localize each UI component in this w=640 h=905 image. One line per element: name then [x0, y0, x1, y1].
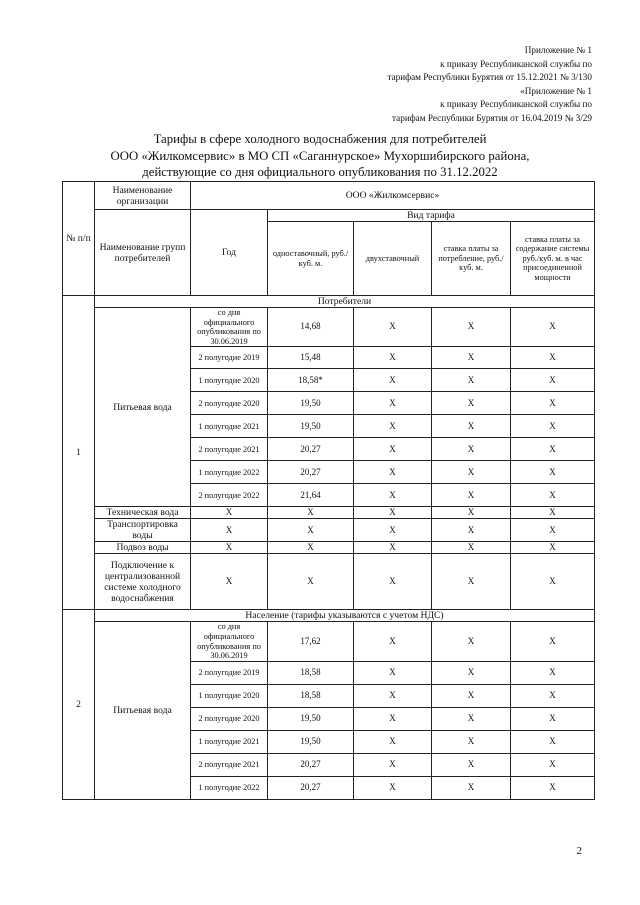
two-part-rate-cell: Х: [354, 369, 432, 392]
service-value-cell: Х: [432, 507, 511, 519]
service-value-cell: Х: [191, 542, 268, 554]
single-rate-cell: 14,68: [268, 308, 354, 347]
single-rate-cell: 19,50: [268, 707, 354, 730]
title-line: Тарифы в сфере холодного водоснабжения для потребителей: [153, 132, 487, 146]
tariff-col-header: двухставочный: [354, 222, 432, 296]
header-line: к приказу Республиканской службы по: [440, 58, 592, 69]
section-title: Потребители: [95, 296, 595, 308]
service-value-cell: Х: [511, 507, 595, 519]
service-value-cell: Х: [268, 519, 354, 542]
section-number: 2: [63, 610, 95, 799]
consumption-rate-cell: Х: [432, 707, 511, 730]
header-line: «Приложение № 1: [520, 85, 592, 96]
service-value-cell: Х: [511, 542, 595, 554]
two-part-rate-cell: Х: [354, 438, 432, 461]
period-cell: 2 полугодие 2022: [191, 484, 268, 507]
single-rate-cell: 17,62: [268, 622, 354, 661]
maintenance-rate-cell: Х: [511, 753, 595, 776]
period-cell: 2 полугодие 2019: [191, 347, 268, 369]
two-part-rate-cell: Х: [354, 776, 432, 799]
drinking-water-label: Питьевая вода: [95, 308, 191, 507]
maintenance-rate-cell: Х: [511, 730, 595, 753]
single-rate-cell: 19,50: [268, 415, 354, 438]
single-rate-cell: 21,64: [268, 484, 354, 507]
service-value-cell: Х: [268, 507, 354, 519]
single-rate-cell: 18,58: [268, 684, 354, 707]
section-title: Население (тарифы указываются с учетом НДС): [95, 610, 595, 622]
org-name-cell: ООО «Жилкомсервис»: [191, 182, 595, 210]
document-title: [0, 131, 640, 181]
two-part-rate-cell: Х: [354, 753, 432, 776]
period-cell: 1 полугодие 2020: [191, 369, 268, 392]
period-cell: 1 полугодие 2021: [191, 730, 268, 753]
section-number: 1: [63, 296, 95, 610]
service-value-cell: Х: [268, 554, 354, 610]
two-part-rate-cell: Х: [354, 661, 432, 684]
year-label-cell: Год: [191, 210, 268, 296]
consumption-rate-cell: Х: [432, 661, 511, 684]
consumption-rate-cell: Х: [432, 484, 511, 507]
two-part-rate-cell: Х: [354, 392, 432, 415]
maintenance-rate-cell: Х: [511, 308, 595, 347]
two-part-rate-cell: Х: [354, 415, 432, 438]
tariff-table: [62, 181, 595, 800]
consumption-rate-cell: Х: [432, 461, 511, 484]
maintenance-rate-cell: Х: [511, 415, 595, 438]
title-line: ООО «Жилкомсервис» в МО СП «Саганнурское» Мухоршибирского района,: [110, 148, 530, 163]
consumption-rate-cell: Х: [432, 730, 511, 753]
period-cell: со дня официального опубликования по 30.06.2019: [191, 622, 268, 661]
tariff-col-header: одноставочный, руб./ куб. м.: [268, 222, 354, 296]
consumption-rate-cell: Х: [432, 438, 511, 461]
header-line: Приложение № 1: [524, 45, 592, 55]
appendix-header: [387, 44, 592, 125]
single-rate-cell: 20,27: [268, 753, 354, 776]
title-line: действующие со дня официального опубликования по 31.12.2022: [142, 165, 498, 179]
drinking-water-label: Питьевая вода: [95, 622, 191, 799]
period-cell: 2 полугодие 2020: [191, 392, 268, 415]
service-value-cell: Х: [191, 519, 268, 542]
period-cell: со дня официального опубликования по 30.06.2019: [191, 308, 268, 347]
service-name-cell: Подключение к централизованной системе холодного водоснабжения: [95, 554, 191, 610]
single-rate-cell: 19,50: [268, 730, 354, 753]
period-cell: 1 полугодие 2020: [191, 684, 268, 707]
header-line: тарифам Республики Бурятия от 15.12.2021 № 3/130: [387, 72, 592, 82]
maintenance-rate-cell: Х: [511, 461, 595, 484]
two-part-rate-cell: Х: [354, 347, 432, 369]
tariff-col-header: ставка платы за содержание системы руб./куб. м. в час присоединенной мощности: [511, 222, 595, 296]
two-part-rate-cell: Х: [354, 484, 432, 507]
maintenance-rate-cell: Х: [511, 392, 595, 415]
two-part-rate-cell: Х: [354, 622, 432, 661]
single-rate-cell: 18,58*: [268, 369, 354, 392]
single-rate-cell: 15,48: [268, 347, 354, 369]
service-value-cell: Х: [432, 554, 511, 610]
single-rate-cell: 20,27: [268, 461, 354, 484]
consumption-rate-cell: Х: [432, 684, 511, 707]
consumption-rate-cell: Х: [432, 392, 511, 415]
maintenance-rate-cell: Х: [511, 369, 595, 392]
tariff-col-header: ставка платы за потребление, руб./ куб. м.: [432, 222, 511, 296]
single-rate-cell: 19,50: [268, 392, 354, 415]
page-number: 2: [576, 845, 582, 857]
service-value-cell: Х: [432, 519, 511, 542]
period-cell: 1 полугодие 2022: [191, 776, 268, 799]
maintenance-rate-cell: Х: [511, 776, 595, 799]
period-cell: 1 полугодие 2021: [191, 415, 268, 438]
two-part-rate-cell: Х: [354, 707, 432, 730]
service-name-cell: Транспортировка воды: [95, 519, 191, 542]
service-value-cell: Х: [268, 542, 354, 554]
maintenance-rate-cell: Х: [511, 684, 595, 707]
two-part-rate-cell: Х: [354, 730, 432, 753]
two-part-rate-cell: Х: [354, 308, 432, 347]
two-part-rate-cell: Х: [354, 461, 432, 484]
service-value-cell: Х: [191, 507, 268, 519]
period-cell: 2 полугодие 2020: [191, 707, 268, 730]
consumption-rate-cell: Х: [432, 369, 511, 392]
maintenance-rate-cell: Х: [511, 707, 595, 730]
period-cell: 2 полугодие 2021: [191, 438, 268, 461]
service-name-cell: Подвоз воды: [95, 542, 191, 554]
header-line: тарифам Республики Бурятия от 16.04.2019 № 3/29: [392, 112, 592, 123]
maintenance-rate-cell: Х: [511, 661, 595, 684]
service-name-cell: Техническая вода: [95, 507, 191, 519]
consumption-rate-cell: Х: [432, 308, 511, 347]
service-value-cell: Х: [354, 507, 432, 519]
period-cell: 1 полугодие 2022: [191, 461, 268, 484]
single-rate-cell: 20,27: [268, 438, 354, 461]
service-value-cell: Х: [511, 554, 595, 610]
maintenance-rate-cell: Х: [511, 484, 595, 507]
maintenance-rate-cell: Х: [511, 622, 595, 661]
service-value-cell: Х: [511, 519, 595, 542]
consumption-rate-cell: Х: [432, 776, 511, 799]
period-cell: 2 полугодие 2021: [191, 753, 268, 776]
maintenance-rate-cell: Х: [511, 438, 595, 461]
two-part-rate-cell: Х: [354, 684, 432, 707]
single-rate-cell: 20,27: [268, 776, 354, 799]
service-value-cell: Х: [354, 554, 432, 610]
tariff-type-cell: Вид тарифа: [268, 210, 595, 222]
consumption-rate-cell: Х: [432, 347, 511, 369]
groups-label-cell: Наименование групп потребителей: [95, 210, 191, 296]
service-value-cell: Х: [432, 542, 511, 554]
consumption-rate-cell: Х: [432, 415, 511, 438]
service-value-cell: Х: [191, 554, 268, 610]
header-line: к приказу Республиканской службы по: [440, 99, 592, 109]
consumption-rate-cell: Х: [432, 753, 511, 776]
service-value-cell: Х: [354, 519, 432, 542]
maintenance-rate-cell: Х: [511, 347, 595, 369]
org-label-cell: Наименование организации: [95, 182, 191, 210]
single-rate-cell: 18,58: [268, 661, 354, 684]
row-number-header: № п/п: [63, 182, 95, 296]
consumption-rate-cell: Х: [432, 622, 511, 661]
service-value-cell: Х: [354, 542, 432, 554]
period-cell: 2 полугодие 2019: [191, 661, 268, 684]
